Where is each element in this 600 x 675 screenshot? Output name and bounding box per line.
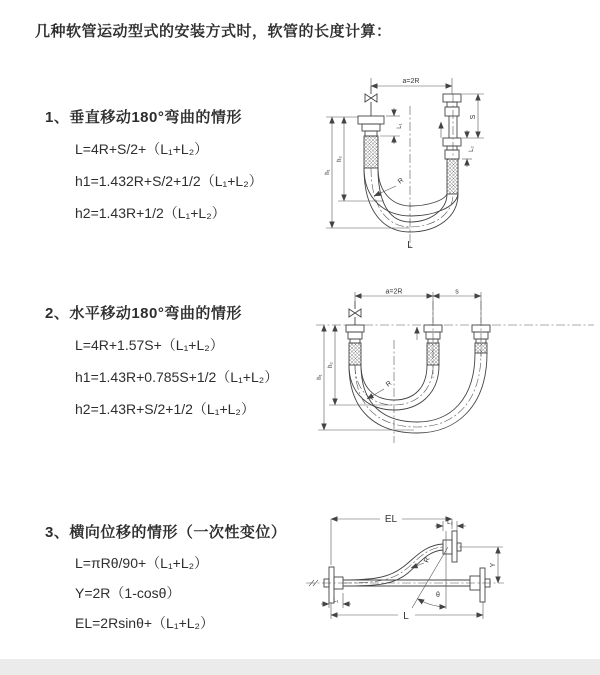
formula-y: Y=2R（1-cosθ） — [75, 585, 181, 601]
dim-label-l1: L₁ — [333, 598, 339, 604]
lower-right-flange — [470, 568, 490, 602]
dim-label-l2: L₂ — [447, 520, 453, 526]
formula-h2: h2=1.43R+S/2+1/2（L₁+L₂） — [75, 401, 255, 417]
dim-l1 — [321, 593, 351, 608]
dim-label-l1: L₁ — [397, 123, 403, 129]
dim-a2r — [371, 78, 452, 94]
dim-el — [331, 514, 452, 565]
section-2-heading: 2、水平移动180°弯曲的情形 — [45, 305, 242, 322]
hose-curves — [364, 168, 458, 232]
page-edge — [0, 659, 600, 675]
dim-label-r: R — [396, 176, 406, 186]
diagram-horizontal-180-bend — [310, 285, 600, 455]
formula-l: L=4R+1.57S+（L₁+L₂） — [75, 337, 224, 353]
formula-h1: h1=1.432R+S/2+1/2（L₁+L₂） — [75, 173, 263, 189]
dim-label-el: EL — [384, 514, 398, 525]
dim-s — [462, 94, 484, 138]
hose-curves — [349, 353, 487, 433]
dim-label-l: L — [403, 611, 409, 622]
dim-l2 — [462, 130, 475, 167]
radius-callout — [367, 380, 393, 399]
formula-l: L=4R+S/2+（L₁+L₂） — [75, 141, 209, 157]
dim-label-r: R — [423, 556, 432, 564]
dim-l2 — [435, 520, 466, 531]
section-3-heading: 3、横向位移的情形（一次性变位） — [45, 524, 287, 541]
centerlines — [410, 94, 453, 248]
section-1 — [45, 106, 263, 229]
dim-h1 — [325, 117, 410, 228]
diagram-vertical-180-bend — [310, 70, 600, 260]
dim-y — [459, 547, 503, 583]
formula-h1: h1=1.43R+0.785S+1/2（L₁+L₂） — [75, 369, 279, 385]
dim-l — [331, 602, 483, 622]
dim-label-h2: h₂ — [337, 156, 343, 162]
left-fitting — [346, 325, 364, 365]
formula-el: EL=2Rsinθ+（L₁+L₂） — [75, 615, 214, 631]
right-fitting — [443, 94, 461, 194]
dim-label-h1: h₁ — [317, 374, 323, 380]
centerline — [306, 580, 504, 586]
dim-label-s: S — [470, 114, 477, 120]
dim-label-a2r: a=2R — [385, 288, 403, 296]
formula-l: L=πRθ/90+（L₁+L₂） — [75, 555, 209, 571]
dim-label-l2: L₂ — [469, 146, 475, 152]
dim-label-theta: θ — [436, 592, 440, 599]
dim-label-l: L — [407, 240, 413, 251]
section-1-heading: 1、垂直移动180°弯曲的情形 — [45, 109, 242, 126]
dim-label-h1: h₁ — [325, 169, 331, 175]
dim-label-r: R — [384, 379, 394, 389]
diagram-lateral-displacement — [300, 505, 600, 645]
dim-l1 — [380, 108, 403, 144]
formula-h2: h2=1.43R+1/2（L₁+L₂） — [75, 205, 226, 221]
dim-a2r — [355, 289, 481, 324]
page-title: 几种软管运动型式的安装方式时，软管的长度计算： — [35, 23, 392, 40]
dim-label-h2: h₂ — [328, 362, 334, 368]
valve-icon — [349, 301, 361, 325]
dim-label-a2r: a=2R — [402, 78, 420, 85]
valve-icon — [365, 86, 377, 116]
dim-label-y: Y — [490, 562, 497, 568]
dim-label-s: s — [455, 288, 459, 296]
section-3 — [45, 521, 286, 638]
left-fitting — [358, 116, 384, 168]
section-2 — [45, 302, 278, 425]
